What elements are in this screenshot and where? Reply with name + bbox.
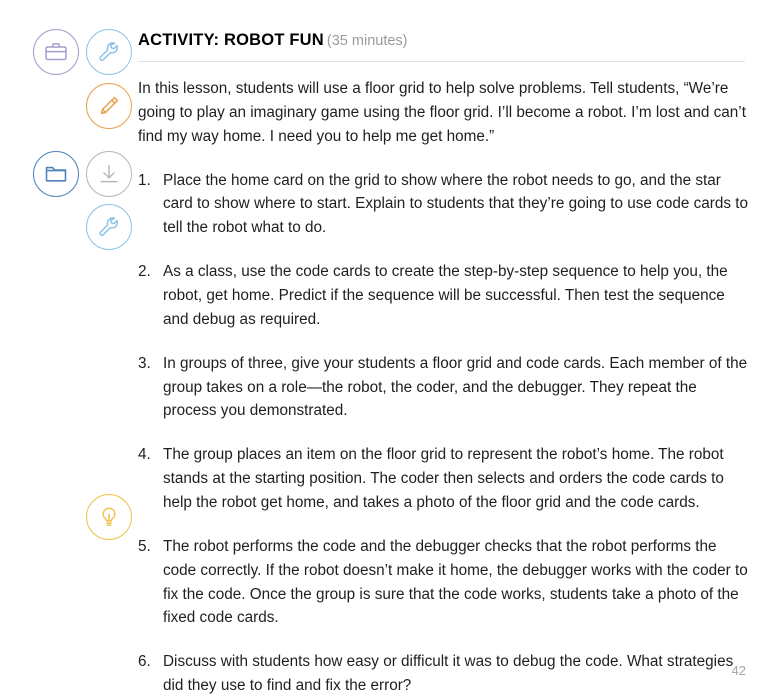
step-number: 1. (138, 171, 151, 189)
heading-divider (138, 61, 745, 62)
lesson-content (138, 0, 750, 698)
list-item (138, 650, 750, 698)
pencil-icon (86, 83, 132, 129)
step-text: As a class, use the code cards to create the step-by-step sequence to help you, the robot, get home. Predict if the sequence will be successful. Then test the sequence and debug as required. (163, 263, 728, 328)
toolbox-icon (33, 29, 79, 75)
step-text: The group places an item on the floor grid to represent the robot’s home. The robot stands at the starting position. The coder then selects and orders the code cards to help the robot get home, and takes a photo of the floor grid and the code cards. (163, 446, 724, 511)
list-item (138, 443, 750, 515)
page-number: 42 (731, 663, 746, 678)
step-text: Discuss with students how easy or difficult it was to debug the code. What strategies did they use to find and fix the error? (163, 653, 734, 695)
step-number: 4. (138, 446, 151, 464)
page-title: ACTIVITY: ROBOT FUN (138, 31, 324, 49)
folder-icon (33, 151, 79, 197)
step-number: 3. (138, 354, 151, 372)
list-item (138, 352, 750, 424)
lightbulb-icon (86, 494, 132, 540)
download-icon (86, 151, 132, 197)
wrench-icon (86, 29, 132, 75)
step-number: 2. (138, 263, 151, 281)
steps-section (138, 169, 750, 698)
step-text: In groups of three, give your students a floor grid and code cards. Each member of the group takes on a role—the robot, the coder, and the debugger. They repeat the process you demonstrated. (163, 354, 748, 420)
activity-duration: (35 minutes) (326, 33, 408, 49)
step-text: Place the home card on the grid to show where the robot needs to go, and the star card to show where to start. Explain to students that they’re going to use code cards to tell the robot what to do. (163, 171, 749, 237)
step-number: 5. (138, 537, 151, 555)
steps-list (138, 169, 750, 698)
intro-paragraph: In this lesson, students will use a floor grid to help solve problems. Tell students, “We’re going to play an imaginary game using the floor grid. I’ll become a robot. I’m lost and can’t find my way home. I need you to help me get home.” (138, 79, 746, 145)
list-item (138, 535, 750, 630)
list-item (138, 260, 750, 332)
list-item (138, 169, 750, 241)
wrench-icon (86, 204, 132, 250)
icon-rail (0, 0, 138, 699)
activity-heading (138, 0, 750, 50)
step-text: The robot performs the code and the debugger checks that the robot performs the code correctly. If the robot doesn’t make it home, the debugger works with the coder to fix the code. Once the group is sure that the code works, students take a photo of the fixed code cards. (163, 537, 748, 627)
step-number: 6. (138, 653, 151, 671)
